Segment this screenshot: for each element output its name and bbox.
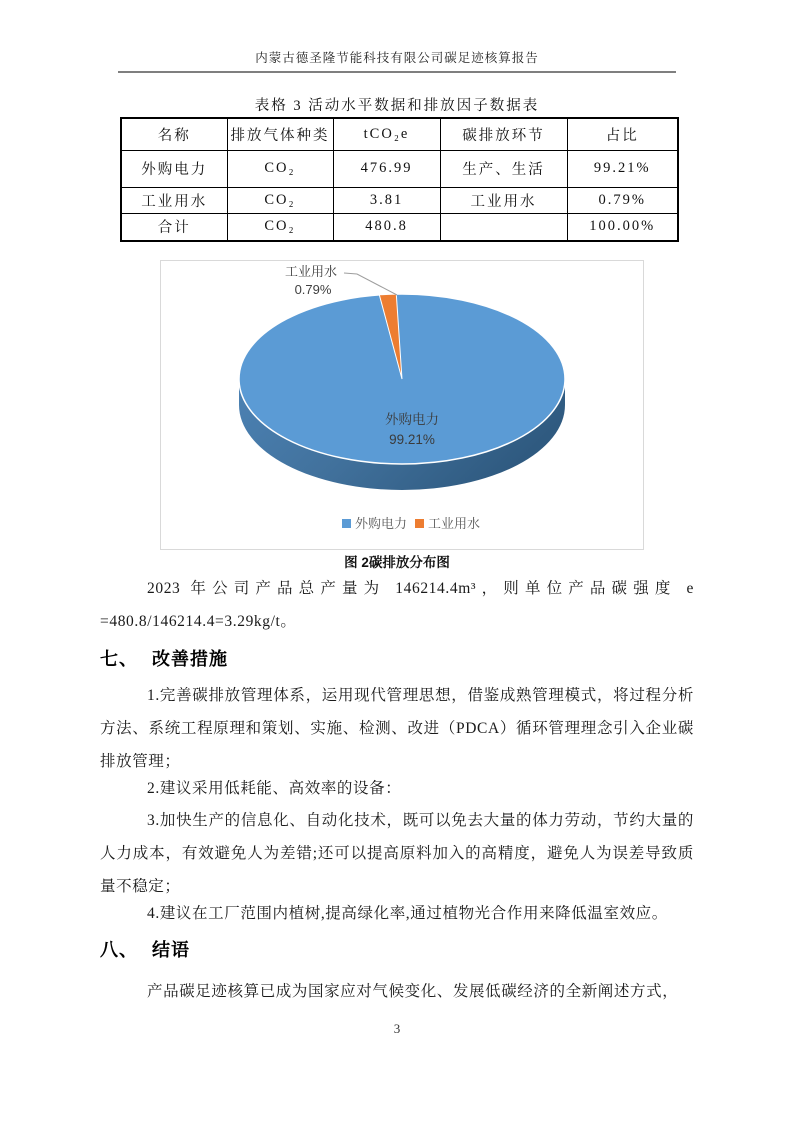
cell-gas: CO₂ xyxy=(227,187,333,213)
table-row xyxy=(121,187,678,213)
col-header-tco2e: tCO₂e xyxy=(333,118,440,150)
emission-data-table xyxy=(120,117,679,242)
cell-name: 外购电力 xyxy=(121,150,227,187)
pie-chart-svg xyxy=(161,261,643,549)
table-row xyxy=(121,213,678,241)
header-divider-line xyxy=(118,71,676,73)
small-slice-label-pct: 0.79% xyxy=(294,282,332,297)
cell-stage xyxy=(440,213,567,241)
cell-name: 合计 xyxy=(121,213,227,241)
section-title: 结语 xyxy=(152,940,190,960)
page-number: 3 xyxy=(393,1021,401,1036)
improvement-item-4: 4.建议在工厂范围内植树,提高绿化率,通过植物光合作用来降低温室效应。 xyxy=(147,905,668,922)
big-slice-label-name: 外购电力 xyxy=(385,412,439,427)
legend-swatch-water xyxy=(415,519,424,528)
cell-gas: CO₂ xyxy=(227,213,333,241)
label-leader-line xyxy=(344,273,397,295)
col-header-emission-stage: 碳排放环节 xyxy=(440,118,567,150)
section-title: 改善措施 xyxy=(152,649,228,669)
conclusion-paragraph: 产品碳足迹核算已成为国家应对气候变化、发展低碳经济的全新阐述方式， xyxy=(147,983,679,1000)
improvement-item-2: 2.建议采用低耗能、高效率的设备： xyxy=(147,780,402,797)
pie-chart-figure xyxy=(160,260,644,550)
legend-swatch-electricity xyxy=(342,519,351,528)
improvement-item-1: 1.完善碳排放管理体系，运用现代管理思想，借鉴成熟管理模式，将过程分析方法、系统工程原理和策划、实施、检测、改进（PDCA）循环管理理念引入企业碳排放管理； xyxy=(100,687,694,770)
section-heading-improvement xyxy=(100,645,694,671)
small-slice-label-name: 工业用水 xyxy=(284,264,338,279)
improvement-item-3: 3.加快生产的信息化、自动化技术，既可以免去大量的体力劳动，节约大量的人力成本，有效避免人为差错;还可以提高原料加入的高精度，避免人为误差导致质量不稳定； xyxy=(100,812,694,895)
intro-line-1: 2023 年公司产品总产量为 146214.4m³，则单位产品碳强度 e xyxy=(147,580,694,597)
cell-share: 99.21% xyxy=(567,150,678,187)
figure-caption: 图 2碳排放分布图 xyxy=(344,555,450,570)
big-slice-label-pct: 99.21% xyxy=(389,432,435,447)
intro-paragraph xyxy=(100,572,694,638)
cell-share: 100.00% xyxy=(567,213,678,241)
table-header-row xyxy=(121,118,678,150)
cell-share: 0.79% xyxy=(567,187,678,213)
section-heading-conclusion xyxy=(100,936,694,962)
cell-name: 工业用水 xyxy=(121,187,227,213)
cell-stage: 生产、生活 xyxy=(440,150,567,187)
page-header-title: 内蒙古德圣隆节能科技有限公司碳足迹核算报告 xyxy=(255,51,539,65)
col-header-share: 占比 xyxy=(567,118,678,150)
cell-tco2e: 480.8 xyxy=(333,213,440,241)
intro-line-2: =480.8/146214.4=3.29kg/t。 xyxy=(100,613,297,630)
col-header-name: 名称 xyxy=(121,118,227,150)
cell-gas: CO₂ xyxy=(227,150,333,187)
cell-stage: 工业用水 xyxy=(440,187,567,213)
section-number: 七、 xyxy=(100,649,138,669)
section-number: 八、 xyxy=(100,940,138,960)
table-caption: 表格 3 活动水平数据和排放因子数据表 xyxy=(254,98,540,114)
cell-tco2e: 476.99 xyxy=(333,150,440,187)
legend-label-electricity: 外购电力 xyxy=(355,516,408,531)
table-row xyxy=(121,150,678,187)
cell-tco2e: 3.81 xyxy=(333,187,440,213)
legend-label-water: 工业用水 xyxy=(428,516,481,531)
col-header-gas-type: 排放气体种类 xyxy=(227,118,333,150)
